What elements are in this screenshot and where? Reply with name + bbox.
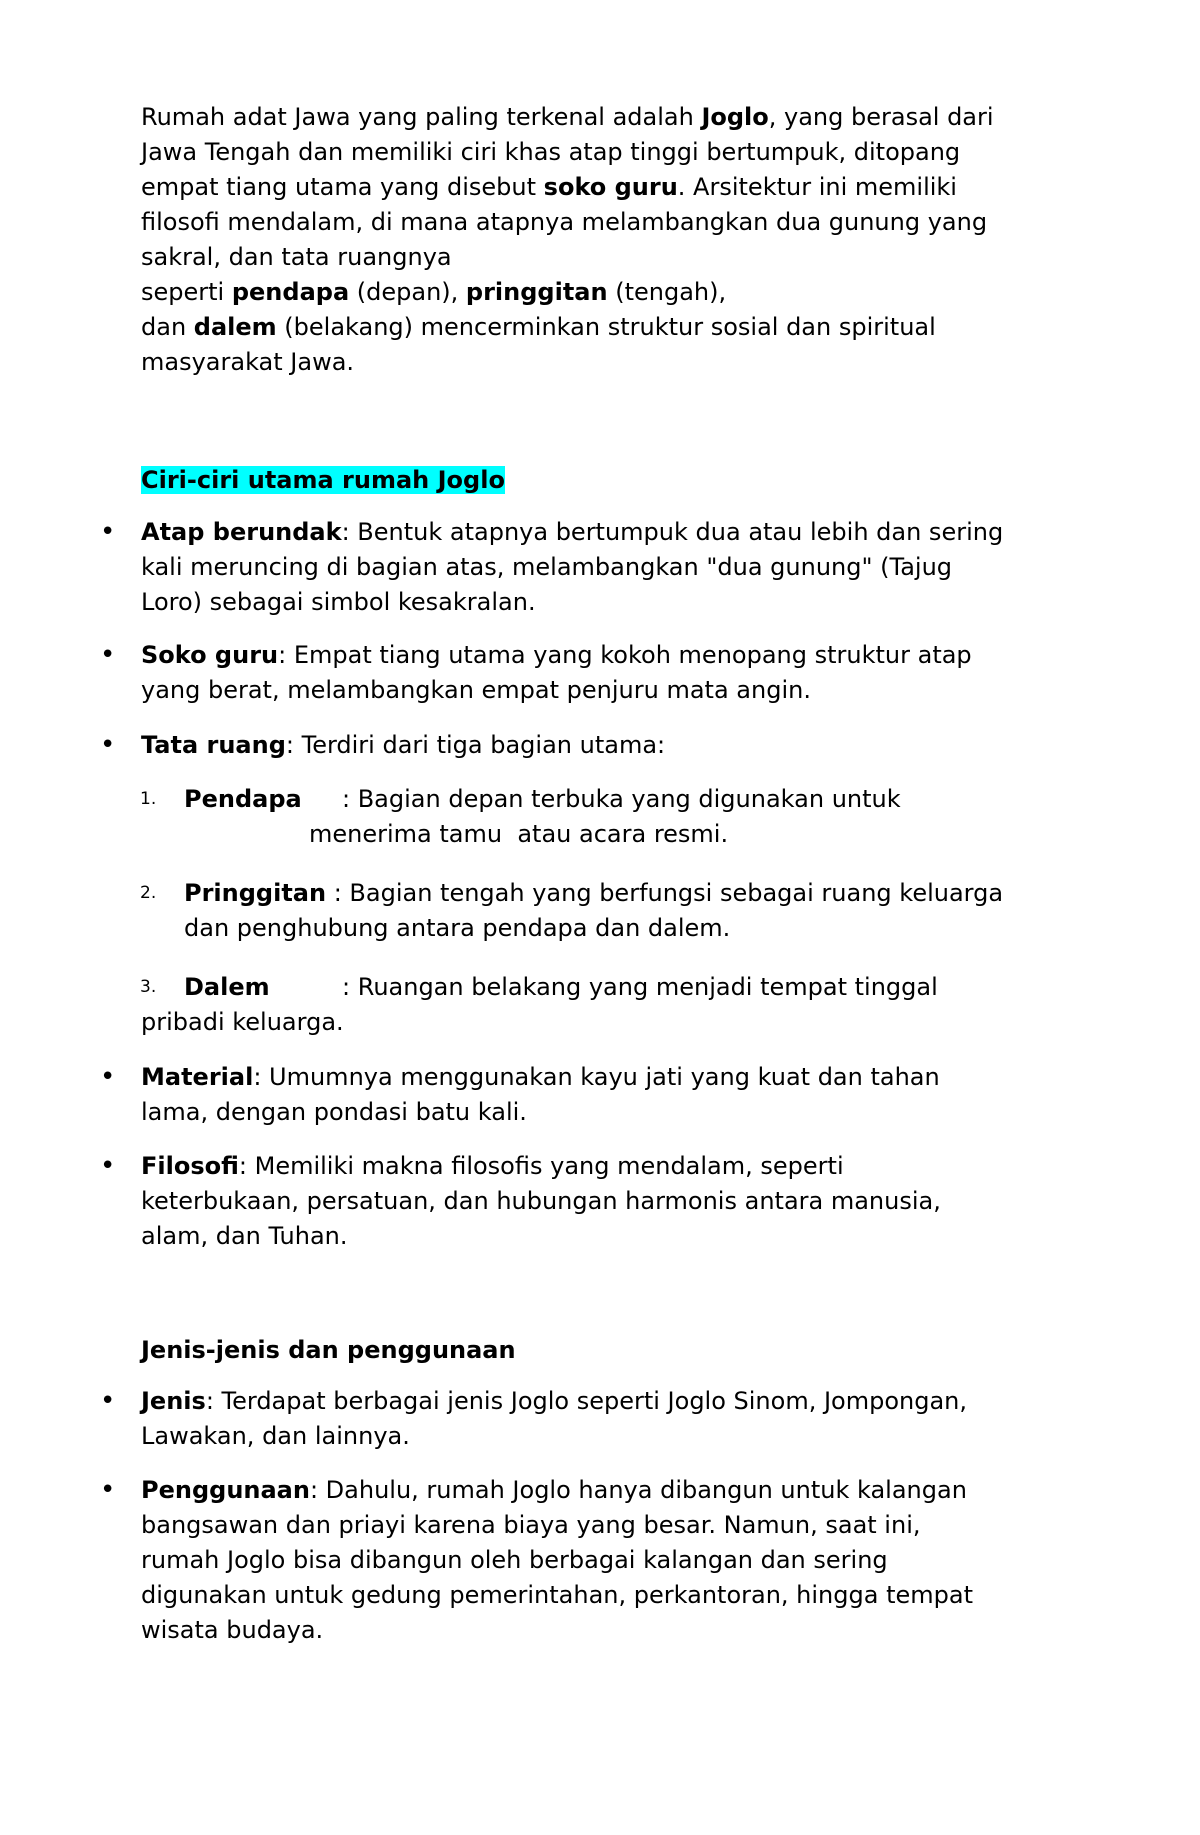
bullet-icon: •	[100, 517, 116, 547]
bullet-icon: •	[100, 1151, 116, 1181]
intro-line-6	[141, 275, 726, 310]
text: : Bentuk atapnya bertumpuk dua atau lebih dan sering	[341, 518, 1004, 546]
list-item-line	[141, 1473, 967, 1508]
list-item-line: keterbukaan, persatuan, dan hubungan harmonis antara manusia,	[141, 1187, 941, 1215]
bullet-icon: •	[100, 1475, 116, 1505]
bold-term: dalem	[193, 313, 277, 341]
bullet-icon: •	[100, 1386, 116, 1416]
text: (depan),	[349, 278, 466, 306]
numbered-item-line: menerima tamu atau acara resmi.	[309, 820, 729, 848]
text: : Dahulu, rumah Joglo hanya dibangun untuk kalangan	[309, 1476, 967, 1504]
text: (belakang) mencerminkan struktur sosial dan spiritual	[276, 313, 936, 341]
bold-term: Joglo	[701, 103, 769, 131]
list-item-line: bangsawan dan priayi karena biaya yang besar. Namun, saat ini,	[141, 1511, 921, 1539]
text: . Arsitektur ini memiliki	[677, 173, 957, 201]
text: empat tiang utama yang disebut	[141, 173, 544, 201]
bold-term: pringgitan	[465, 278, 608, 306]
bullet-icon: •	[100, 1062, 116, 1092]
text: (tengah),	[607, 278, 727, 306]
item-number: 2.	[140, 883, 157, 903]
text: dan	[141, 313, 194, 341]
list-item-line: Lawakan, dan lainnya.	[141, 1422, 410, 1450]
list-item-line	[141, 1149, 844, 1184]
bold-term: Filosofi	[141, 1152, 239, 1180]
numbered-item-line	[184, 876, 1003, 911]
text: : Bagian tengah yang berfungsi sebagai ruang keluarga	[326, 879, 1004, 907]
text: : Terdapat berbagai jenis Joglo seperti Joglo Sinom, Jompongan,	[205, 1387, 968, 1415]
list-item-line: yang berat, melambangkan empat penjuru mata angin.	[141, 676, 811, 704]
numbered-item-term	[184, 782, 302, 817]
intro-line-1	[141, 100, 994, 135]
intro-line-4: filosofi mendalam, di mana atapnya melambangkan dua gunung yang	[141, 208, 988, 236]
list-item-line	[141, 1384, 967, 1419]
text: : Memiliki makna filosofis yang mendalam, seperti	[238, 1152, 844, 1180]
numbered-item-line: : Bagian depan terbuka yang digunakan untuk	[342, 785, 901, 813]
section-heading-ciri	[141, 463, 505, 498]
list-item-line: lama, dengan pondasi batu kali.	[141, 1098, 527, 1126]
text: Rumah adat Jawa yang paling terkenal adalah	[141, 103, 702, 131]
numbered-item-term	[184, 970, 270, 1005]
intro-line-8: masyarakat Jawa.	[141, 348, 355, 376]
bold-term: Material	[141, 1063, 254, 1091]
bold-term: Tata ruang	[141, 731, 286, 759]
item-number: 1.	[140, 789, 157, 809]
list-item-line: rumah Joglo bisa dibangun oleh berbagai kalangan dan sering	[141, 1546, 888, 1574]
bold-term: pendapa	[231, 278, 350, 306]
list-item-line: kali meruncing di bagian atas, melambangkan "dua gunung" (Tajug	[141, 553, 953, 581]
bullet-icon: •	[100, 730, 116, 760]
intro-line-5: sakral, dan tata ruangnya	[141, 243, 452, 271]
text: , yang berasal dari	[768, 103, 994, 131]
numbered-item-line: : Ruangan belakang yang menjadi tempat tinggal	[342, 973, 938, 1001]
bold-term: Dalem	[184, 973, 270, 1001]
bold-term: Jenis	[141, 1387, 206, 1415]
list-item-line: wisata budaya.	[141, 1616, 324, 1644]
heading-text: Ciri-ciri utama rumah Joglo	[141, 466, 505, 494]
numbered-item-line: dan penghubung antara pendapa dan dalem.	[184, 914, 731, 942]
intro-line-7	[141, 310, 936, 345]
bold-term: Soko guru	[141, 641, 279, 669]
heading-text: Jenis-jenis dan penggunaan	[141, 1336, 516, 1364]
numbered-item-line: pribadi keluarga.	[141, 1008, 344, 1036]
bold-term: soko guru	[543, 173, 678, 201]
section-heading-jenis	[141, 1333, 516, 1368]
intro-line-3	[141, 170, 957, 205]
item-number: 3.	[140, 977, 157, 997]
list-item-line: Loro) sebagai simbol kesakralan.	[141, 588, 536, 616]
list-item-line: alam, dan Tuhan.	[141, 1222, 348, 1250]
list-item-line	[141, 1060, 940, 1095]
text: seperti	[141, 278, 232, 306]
bold-term: Pendapa	[184, 785, 302, 813]
bold-term: Penggunaan	[141, 1476, 310, 1504]
bullet-icon: •	[100, 640, 116, 670]
text: : Terdiri dari tiga bagian utama:	[285, 731, 666, 759]
list-item-line	[141, 638, 972, 673]
list-item-line	[141, 728, 665, 763]
list-item-line	[141, 515, 1003, 550]
bold-term: Atap berundak	[141, 518, 342, 546]
text: : Umumnya menggunakan kayu jati yang kuat dan tahan	[253, 1063, 940, 1091]
intro-line-2: Jawa Tengah dan memiliki ciri khas atap tinggi bertumpuk, ditopang	[141, 138, 961, 166]
text: : Empat tiang utama yang kokoh menopang struktur atap	[278, 641, 972, 669]
bold-term: Pringgitan	[184, 879, 327, 907]
list-item-line: digunakan untuk gedung pemerintahan, perkantoran, hingga tempat	[141, 1581, 973, 1609]
